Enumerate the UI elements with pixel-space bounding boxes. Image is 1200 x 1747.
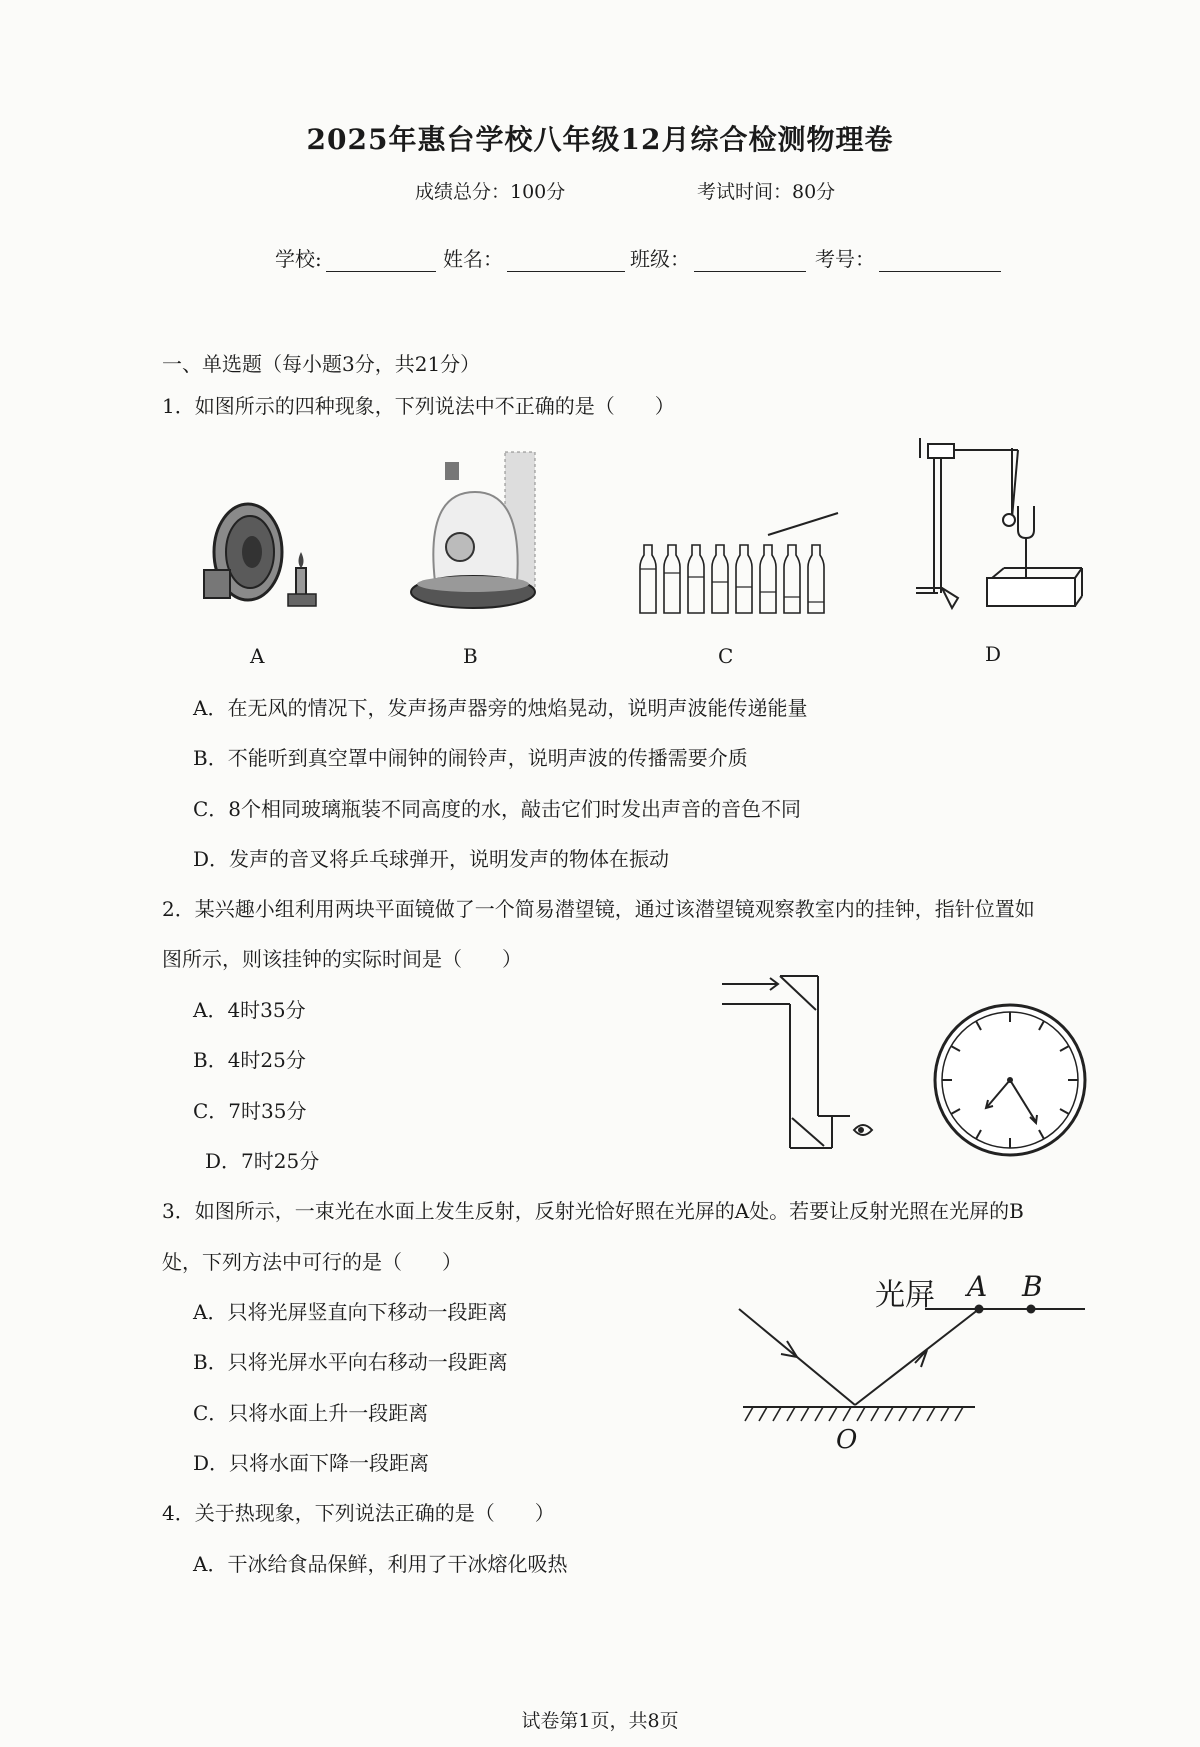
q4-stem: 4．关于热现象，下列说法正确的是（ ） [162,1501,555,1525]
school-blank[interactable] [326,251,436,272]
q3-stem-line1: 3．如图所示，一束光在水面上发生反射，反射光恰好照在光屏的A处。若要让反射光照在光屏的B [162,1199,1024,1223]
q2-option-d[interactable]: D．7时25分 [205,1149,320,1173]
q1-figure-c [638,505,843,617]
q3-option-a[interactable]: A．只将光屏竖直向下移动一段距离 [193,1300,508,1324]
q2-option-c[interactable]: C．7时35分 [193,1099,307,1123]
q2-clock-figure [930,1000,1090,1160]
point-o-label: O [836,1425,858,1455]
point-b-marker [1027,1305,1036,1314]
q1-option-a[interactable]: A．在无风的情况下，发声扬声器旁的烛焰晃动，说明声波能传递能量 [193,696,808,720]
exam-time: 考试时间：80分 [697,181,836,203]
screen-label: 光屏 [875,1278,935,1313]
q2-stem-line2: 图所示，则该挂钟的实际时间是（ ） [162,947,522,971]
point-a-label: A [967,1270,988,1303]
page-footer: 试卷第1页，共8页 [521,1710,679,1732]
q3-option-b[interactable]: B．只将光屏水平向右移动一段距离 [193,1350,508,1374]
name-field [443,243,625,272]
class-field [630,243,806,272]
q1-label-c: C [718,644,734,668]
q2-stem-line1: 2．某兴趣小组利用两块平面镜做了一个简易潜望镜，通过该潜望镜观察教室内的挂钟，指针位置如 [162,897,1035,921]
q3-option-d[interactable]: D．只将水面下降一段距离 [193,1451,430,1475]
number-blank[interactable] [879,251,1001,272]
q1-figure-a [200,490,340,620]
q1-figure-d [912,438,1087,613]
q2-option-b[interactable]: B．4时25分 [193,1048,306,1072]
section-heading: 一、单选题（每小题3分，共21分） [162,352,481,376]
number-field [815,243,1001,272]
q1-figure-b [405,452,540,622]
school-field [275,243,436,272]
number-label: 考号： [815,247,875,271]
q1-option-d[interactable]: D．发声的音叉将乒乓球弹开，说明发声的物体在振动 [193,847,670,871]
class-label: 班级： [630,247,690,271]
q1-label-b: B [463,644,478,668]
q4-option-a[interactable]: A．干冰给食品保鲜，利用了干冰熔化吸热 [193,1552,568,1576]
q1-option-c[interactable]: C．8个相同玻璃瓶装不同高度的水，敲击它们时发出声音的音色不同 [193,797,802,821]
q2-periscope-figure [720,970,880,1155]
point-a-marker [975,1305,984,1314]
q1-option-b[interactable]: B．不能听到真空罩中闹钟的闹铃声，说明声波的传播需要介质 [193,746,748,770]
point-b-label: B [1022,1270,1043,1303]
q1-label-d: D [985,642,1002,666]
q2-option-a[interactable]: A．4时35分 [193,998,306,1022]
class-blank[interactable] [694,251,806,272]
q3-option-c[interactable]: C．只将水面上升一段距离 [193,1401,429,1425]
exam-title: 2025年惠台学校八年级12月综合检测物理卷 [306,123,894,156]
total-score: 成绩总分：100分 [415,181,566,203]
name-blank[interactable] [507,251,625,272]
name-label: 姓名： [443,247,503,271]
eye-icon [854,1125,872,1135]
q1-label-a: A [250,644,265,668]
school-label: 学校: [275,247,322,271]
q3-stem-line2: 处，下列方法中可行的是（ ） [162,1250,462,1274]
q1-stem: 1．如图所示的四种现象，下列说法中不正确的是（ ） [162,394,675,418]
